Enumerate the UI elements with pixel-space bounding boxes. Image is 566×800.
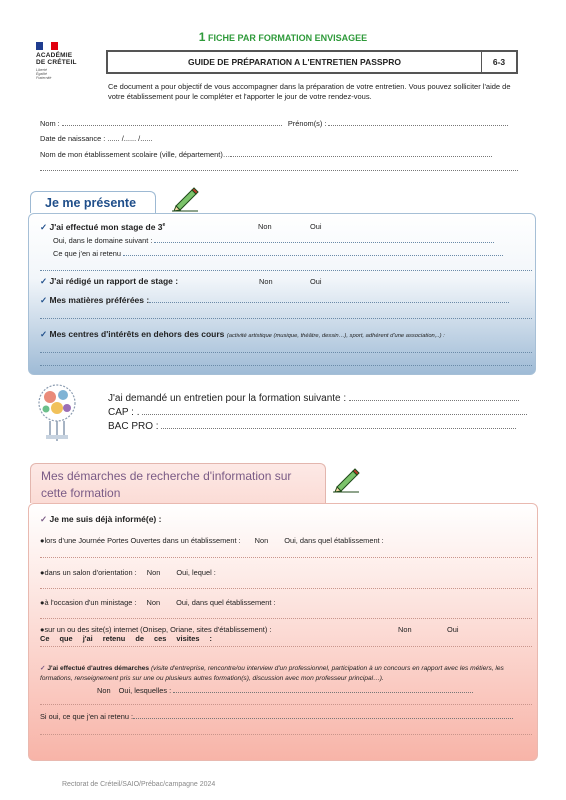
top-note: 1 FICHE PAR FORMATION ENVISAGEE — [198, 30, 368, 44]
sites-line[interactable] — [40, 645, 532, 647]
salon-oui[interactable]: Oui, lequel : — [176, 568, 216, 577]
stage-oui[interactable]: Oui — [310, 222, 322, 231]
autres-field[interactable] — [173, 692, 473, 693]
rapport-row: ✓ J'ai rédigé un rapport de stage : — [40, 276, 179, 286]
matieres-row: ✓ Mes matières préférées : — [40, 295, 532, 306]
doc-code: 6-3 — [481, 52, 516, 72]
title-box — [106, 50, 518, 74]
retenu-field[interactable] — [123, 255, 503, 256]
rapport-non[interactable]: Non — [259, 277, 273, 286]
formation-field[interactable] — [349, 400, 519, 401]
autres-line[interactable] — [40, 703, 532, 705]
bullet-icon: ● — [40, 568, 45, 577]
centres-line-1[interactable] — [40, 351, 532, 353]
footer: Rectorat de Créteil/SAIO/Prébac/campagne 2024 — [62, 781, 216, 788]
sites-oui[interactable]: Oui — [447, 625, 459, 634]
ministage-oui[interactable]: Oui, dans quel établissement : — [176, 598, 276, 607]
jpo-row: ●lors d'une Journée Portes Ouvertes dans un établissement : Non Oui, dans quel établissement : — [40, 536, 384, 545]
informe-row: ✓ Je me suis déjà informé(e) : — [40, 514, 162, 524]
ministage-non[interactable]: Non — [146, 598, 161, 607]
ministage-row: ●à l'occasion d'un ministage : Non Oui, dans quel établissement : — [40, 598, 276, 607]
autres-oui[interactable]: Oui, lesquelles : — [118, 686, 172, 695]
birth-field[interactable]: Date de naissance : ...... /...... /...... — [40, 134, 153, 143]
school-field[interactable] — [230, 156, 492, 157]
check-icon: ✓ — [40, 665, 46, 672]
rapport-oui[interactable]: Oui — [310, 277, 322, 286]
ministage-line[interactable] — [40, 617, 532, 619]
intro-text: Ce document a pour objectif de vous accompagner dans la préparation de votre entretien. Vous pouvez solliciter l'aide de votre établissement pour le compléter et l'apporter le jour de votre rendez-vous. — [108, 82, 511, 101]
salon-line[interactable] — [40, 587, 532, 589]
nom-field[interactable] — [62, 125, 282, 126]
retenu-row: Ce que j'en ai retenu — [53, 249, 533, 258]
autres-row: ✓ J'ai effectué d'autres démarches (visite d'entreprise, rencontre/ou interview d'un professionnel, participation à un concours en rapport avec les métiers, les formations, renseignement pris sur une ou plusieurs autres formation(s), discussion avec mon professeur principal…). — [40, 665, 504, 682]
stage-row: ✓ J'ai effectué mon stage de 3e — [40, 222, 166, 232]
bullet-icon: ● — [40, 536, 45, 545]
matieres-field[interactable] — [149, 302, 509, 303]
retenu-line-2[interactable] — [40, 269, 532, 271]
bullet-icon: ● — [40, 598, 45, 607]
salon-row: ●dans un salon d'orientation : Non Oui, lequel : — [40, 568, 216, 577]
academie-logo: ACADÉMIE DE CRÉTEIL Liberté Égalité Fraternité — [36, 42, 88, 81]
jpo-line[interactable] — [40, 556, 532, 558]
sites-retenu-label: Ce que j'ai retenu de ces visites : — [40, 634, 212, 643]
section-presente-title: Je me présente — [30, 191, 156, 213]
school-row: Nom de mon établissement scolaire (ville, département)… — [40, 150, 520, 159]
autres-non[interactable]: Non — [97, 686, 111, 695]
check-icon: ✓ — [40, 222, 48, 232]
cap-field[interactable] — [142, 414, 527, 415]
bacpro-field[interactable] — [161, 428, 516, 429]
head-gears-icon — [32, 381, 82, 443]
sites-row: ●sur un ou des site(s) internet (Onisep, Oriane, sites d'établissement) : — [40, 625, 272, 634]
check-icon: ✓ — [40, 295, 48, 305]
check-icon: ✓ — [40, 514, 48, 524]
flag-icon — [36, 42, 58, 50]
stage-non[interactable]: Non — [258, 222, 272, 231]
name-row: Nom : Prénom(s) : — [40, 119, 520, 128]
si-oui-line[interactable] — [40, 733, 532, 735]
formation-demande: J'ai demandé un entretien pour la formation suivante : CAP : . BAC PRO : — [108, 392, 528, 434]
autres-choice — [97, 686, 473, 695]
centres-line-2[interactable] — [40, 364, 532, 366]
centres-row: ✓ Mes centres d'intérêts en dehors des cours (activité artistique (musique, théâtre, dessin…), sport, adhérent d'une association,..) : — [40, 329, 445, 339]
school-line-2[interactable] — [40, 170, 518, 171]
pencil-icon — [170, 184, 200, 212]
domaine-field[interactable] — [154, 242, 494, 243]
jpo-non[interactable]: Non — [254, 536, 269, 545]
salon-non[interactable]: Non — [146, 568, 161, 577]
check-icon: ✓ — [40, 329, 48, 339]
jpo-oui[interactable]: Oui, dans quel établissement : — [284, 536, 384, 545]
section-demarches-title: Mes démarches de recherche d'information sur cette formation — [30, 463, 326, 503]
si-oui-field[interactable] — [133, 718, 513, 719]
prenom-field[interactable] — [328, 125, 508, 126]
domaine-row: Oui, dans le domaine suivant : — [53, 236, 533, 245]
pencil-icon — [331, 464, 361, 494]
matieres-line-2[interactable] — [40, 317, 532, 319]
page-title: GUIDE DE PRÉPARATION A L'ENTRETIEN PASSPRO — [188, 57, 401, 67]
sites-non[interactable]: Non — [398, 625, 412, 634]
si-oui-row: Si oui, ce que j'en ai retenu : — [40, 712, 532, 721]
bullet-icon: ● — [40, 625, 45, 634]
check-icon: ✓ — [40, 276, 48, 286]
